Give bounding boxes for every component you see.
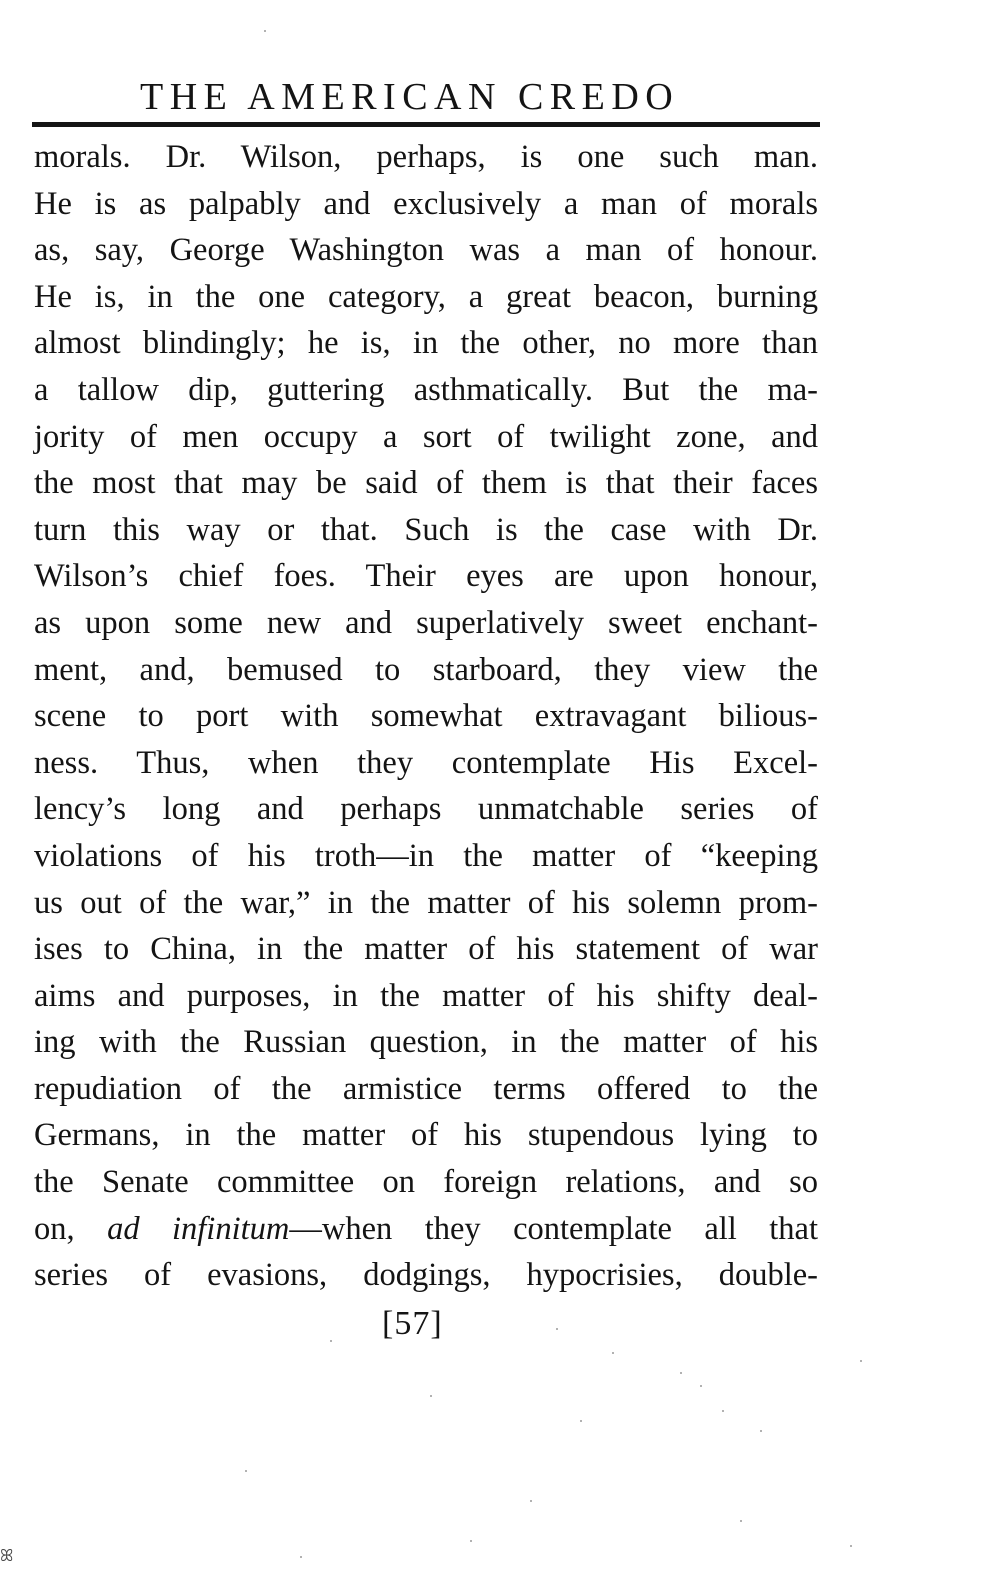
text-line: morals. Dr. Wilson, perhaps, is one such man. xyxy=(34,139,818,175)
scan-speck xyxy=(580,1420,582,1422)
text-line: lency’s long and perhaps unmatchable series of xyxy=(34,791,818,828)
text-line-with-italic xyxy=(34,1206,818,1253)
scan-speck xyxy=(850,1545,852,1547)
text-line: He is as palpably and exclusively a man of morals xyxy=(34,185,818,222)
scan-speck xyxy=(264,30,266,32)
text-line: ment, and, bemused to starboard, they view the xyxy=(34,651,818,688)
text-segment: on, xyxy=(34,1210,108,1247)
text-line: turn this way or that. Such is the case with Dr. xyxy=(34,511,818,548)
page-number: [57] xyxy=(382,1305,443,1342)
text-line: almost blindingly; he is, in the other, no more than xyxy=(34,325,818,362)
body-text xyxy=(34,134,818,1299)
text-line: scene to port with somewhat extravagant bilious- xyxy=(34,698,818,735)
text-line: repudiation of the armistice terms offered to the xyxy=(34,1070,818,1107)
scan-speck xyxy=(722,1410,724,1412)
scan-speck xyxy=(430,1395,432,1397)
scan-speck xyxy=(700,1385,702,1387)
scan-speck xyxy=(860,1360,862,1362)
text-line: us out of the war,” in the matter of his solemn prom- xyxy=(34,884,818,921)
text-line: He is, in the one category, a great beacon, burning xyxy=(34,278,818,315)
scan-speck xyxy=(245,1470,247,1472)
scan-speck xyxy=(556,1328,558,1330)
text-segment: —when they contemplate all that xyxy=(289,1210,819,1247)
running-head: THE AMERICAN CREDO xyxy=(140,76,680,118)
scan-speck xyxy=(470,1540,472,1542)
scan-artifact-mark: ꕤ xyxy=(0,1548,14,1565)
text-line: the most that may be said of them is that their faces xyxy=(34,465,818,502)
text-line: violations of his troth—in the matter of “keeping xyxy=(34,837,818,874)
text-line: as, say, George Washington was a man of honour. xyxy=(34,232,818,269)
italic-phrase: ad infinitum xyxy=(107,1210,290,1247)
text-line: ness. Thus, when they contemplate His Excel- xyxy=(34,744,818,781)
scan-speck xyxy=(530,1500,532,1502)
scan-speck xyxy=(760,1430,762,1432)
text-line: series of evasions, dodgings, hypocrisies, double- xyxy=(34,1257,818,1294)
header-rule xyxy=(32,122,820,127)
text-line: aims and purposes, in the matter of his shifty deal- xyxy=(34,977,818,1014)
text-line: ing with the Russian question, in the matter of his xyxy=(34,1024,818,1061)
scan-speck xyxy=(612,1352,614,1354)
text-line: as upon some new and superlatively sweet enchant- xyxy=(34,604,818,641)
scan-speck xyxy=(680,1372,682,1374)
text-line: the Senate committee on foreign relations, and so xyxy=(34,1164,818,1201)
scan-speck xyxy=(330,1340,332,1342)
text-line: jority of men occupy a sort of twilight zone, and xyxy=(34,418,818,455)
text-line: Wilson’s chief foes. Their eyes are upon honour, xyxy=(34,558,818,595)
scan-speck xyxy=(740,1520,742,1522)
text-line: Germans, in the matter of his stupendous lying to xyxy=(34,1117,818,1154)
scan-speck xyxy=(300,1556,302,1558)
text-line: ises to China, in the matter of his statement of war xyxy=(34,931,818,968)
text-line: a tallow dip, guttering asthmatically. But the ma- xyxy=(34,371,818,408)
